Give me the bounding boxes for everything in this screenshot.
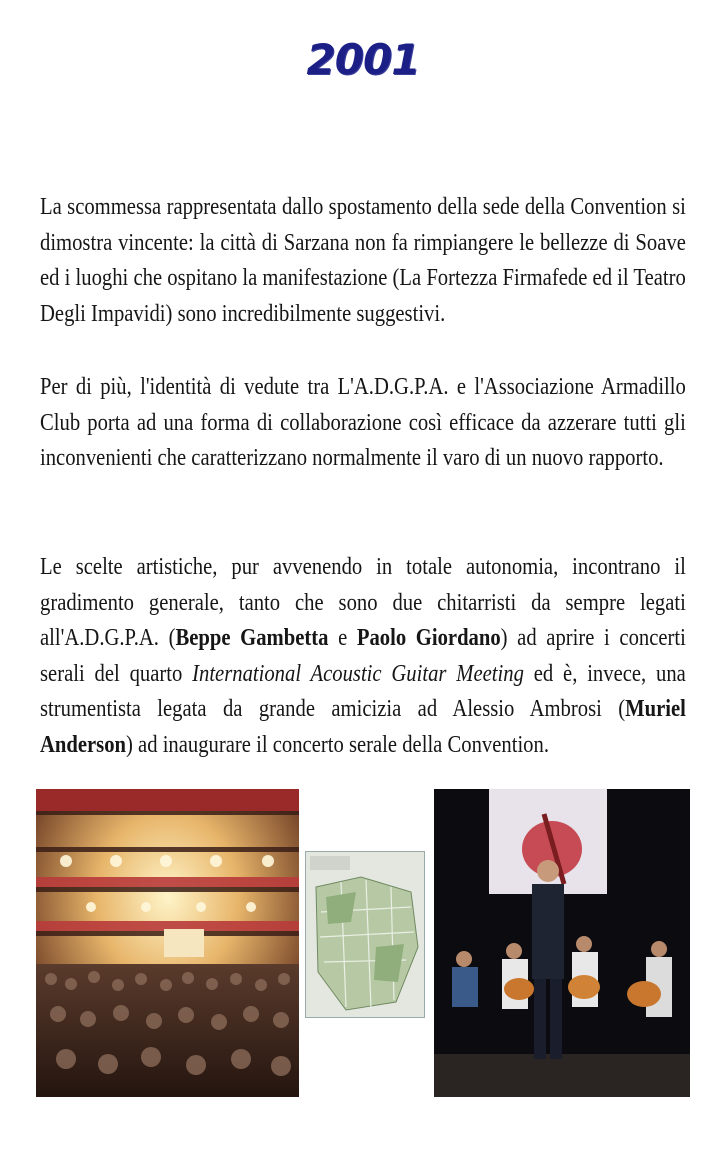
paragraph-text: e bbox=[328, 625, 357, 651]
paragraph-venue: La scommessa rappresentata dallo spostamento della sede della Convention si dimostra vincente: la città di Sarzana non fa rimpiangere le bellezze di Soave ed i luoghi che ospitano la manifestazione (La Fortezza Firmafede ed il Teatro Degli Impavidi) sono incredibilmente suggestivi. bbox=[40, 194, 686, 327]
theatre-photo bbox=[36, 789, 299, 1097]
concert-photo-image bbox=[434, 789, 690, 1097]
paragraph-text: Le scelte artistiche, pur avvenendo in totale autonomia, incontrano il gradimento generale, tanto che sono due chitarristi da sempre legati all'A.D.G.P.A. ( bbox=[40, 554, 686, 651]
map-image bbox=[306, 852, 425, 1018]
page-title: 2001 bbox=[306, 35, 420, 84]
paragraph-text: ed è, invece, una strumentista legata da grande amicizia ad Alessio Ambrosi ( bbox=[40, 660, 686, 722]
paragraph-artists bbox=[40, 550, 686, 763]
artist-name: Paolo Giordano bbox=[356, 625, 501, 651]
event-name: International Acoustic Guitar Meeting bbox=[192, 660, 524, 687]
paragraph-collaboration: Per di più, l'identità di vedute tra L'A.D.G.P.A. e l'Associazione Armadillo Club porta ad una forma di collaborazione così efficace da azzerare tutti gli inconvenienti che caratterizzano normalmente il varo di un nuovo rapporto. bbox=[40, 374, 686, 471]
map-photo bbox=[305, 851, 425, 1018]
artist-name: Muriel Anderson bbox=[40, 696, 686, 758]
artist-name: Beppe Gambetta bbox=[175, 625, 329, 651]
concert-photo bbox=[434, 789, 690, 1097]
paragraph-text: ) ad inaugurare il concerto serale della Convention. bbox=[126, 731, 549, 758]
paragraph-text: ) ad aprire i concerti serali del quarto bbox=[40, 625, 686, 687]
theatre-photo-image bbox=[36, 789, 299, 1097]
